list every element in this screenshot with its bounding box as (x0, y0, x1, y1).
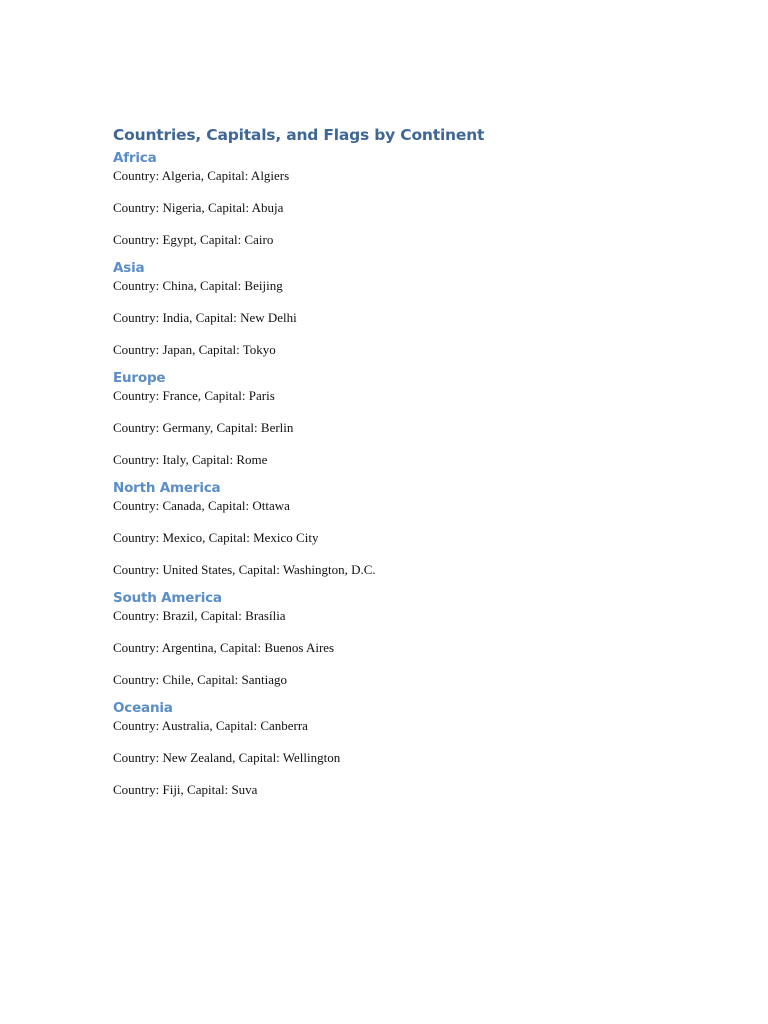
list-item: Country: Fiji, Capital: Suva (113, 782, 258, 797)
list-item: Country: India, Capital: New Delhi (113, 310, 297, 325)
section-north-america (113, 478, 673, 588)
section-heading: Europe (113, 370, 166, 386)
list-item: Country: Argentina, Capital: Buenos Aires (113, 640, 335, 655)
list-item: Country: Germany, Capital: Berlin (113, 420, 294, 435)
section-heading: North America (113, 480, 221, 496)
list-item: Country: China, Capital: Beijing (113, 278, 283, 293)
list-item: Country: United States, Capital: Washington, D.C. (113, 562, 376, 577)
section-europe (113, 368, 673, 478)
section-asia (113, 258, 673, 368)
list-item: Country: Australia, Capital: Canberra (113, 718, 308, 733)
list-item: Country: New Zealand, Capital: Wellington (113, 750, 341, 765)
list-item: Country: Brazil, Capital: Brasília (113, 608, 286, 623)
section-heading: Oceania (113, 700, 173, 716)
section-africa (113, 148, 673, 258)
section-heading: Africa (113, 150, 157, 166)
list-item: Country: Chile, Capital: Santiago (113, 672, 288, 687)
list-item: Country: Canada, Capital: Ottawa (113, 498, 290, 513)
section-heading: South America (113, 590, 222, 606)
list-item: Country: France, Capital: Paris (113, 388, 275, 403)
list-item: Country: Italy, Capital: Rome (113, 452, 268, 467)
section-south-america (113, 588, 673, 698)
list-item: Country: Algeria, Capital: Algiers (113, 168, 290, 183)
list-item: Country: Japan, Capital: Tokyo (113, 342, 276, 357)
document-title: Countries, Capitals, and Flags by Continent (113, 126, 485, 144)
section-oceania (113, 698, 673, 808)
section-heading: Asia (113, 260, 145, 276)
document-page (113, 122, 673, 808)
list-item: Country: Egypt, Capital: Cairo (113, 232, 274, 247)
list-item: Country: Mexico, Capital: Mexico City (113, 530, 319, 545)
list-item: Country: Nigeria, Capital: Abuja (113, 200, 284, 215)
